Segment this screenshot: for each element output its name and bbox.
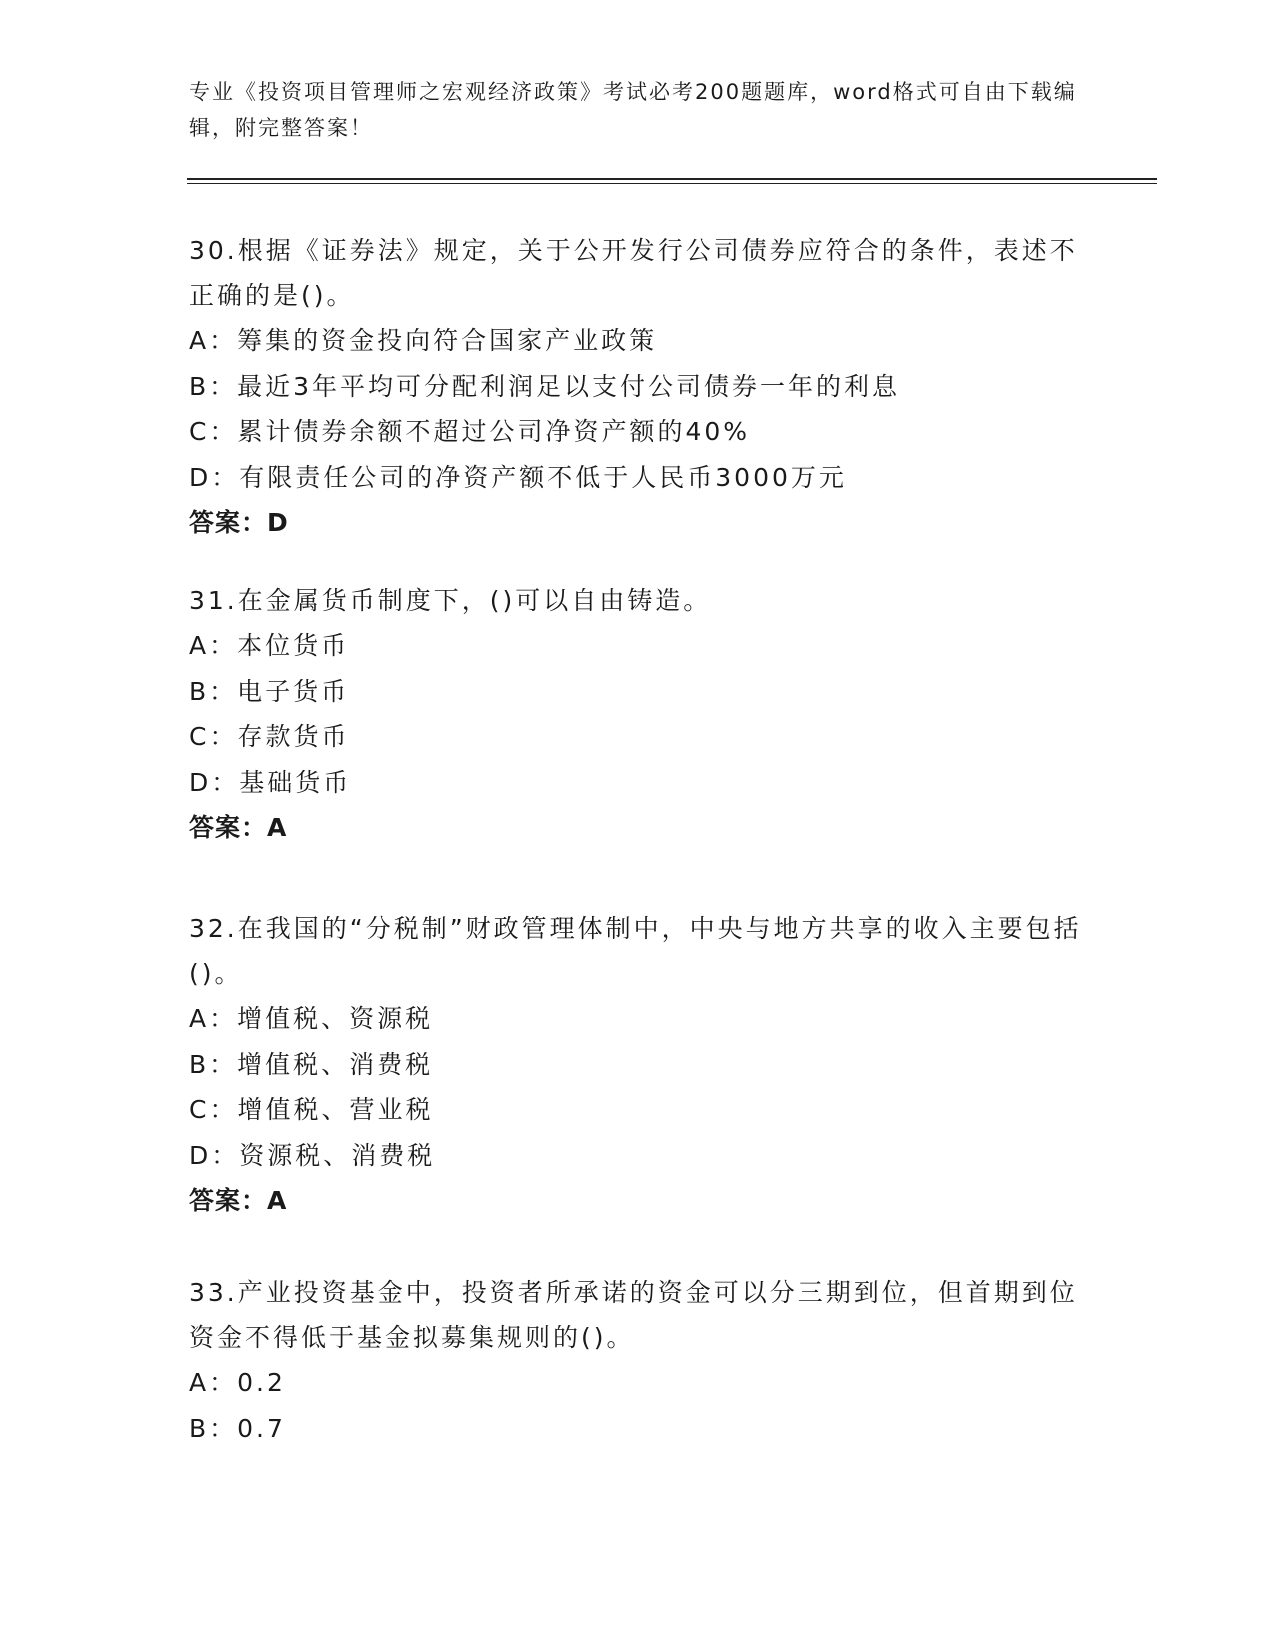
question-31 — [189, 578, 1089, 851]
question-stem: 31.在金属货币制度下，()可以自由铸造。 — [189, 586, 712, 615]
answer-value: D — [267, 508, 289, 537]
question-stem: 33.产业投资基金中，投资者所承诺的资金可以分三期到位，但首期到位资金不得低于基金拟募集规则的()。 — [189, 1278, 1078, 1352]
option-c: C：存款货币 — [189, 722, 350, 751]
question-33 — [189, 1270, 1089, 1451]
option-a: A：0.2 — [189, 1368, 286, 1397]
answer-value: A — [267, 813, 288, 842]
question-30 — [189, 228, 1089, 546]
option-a: A：本位货币 — [189, 631, 350, 660]
option-b: B：最近3年平均可分配利润足以支付公司债券一年的利息 — [189, 371, 901, 401]
header-divider-thick — [187, 178, 1157, 180]
option-a: A：增值税、资源税 — [189, 1004, 434, 1033]
answer-label: 答案： — [189, 508, 268, 537]
question-stem: 32.在我国的“分税制”财政管理体制中，中央与地方共享的收入主要包括()。 — [189, 914, 1082, 988]
option-d: D：有限责任公司的净资产额不低于人民币3000万元 — [189, 462, 847, 492]
answer-label: 答案： — [189, 1186, 268, 1215]
question-stem: 30.根据《证券法》规定，关于公开发行公司债券应符合的条件，表述不正确的是()。 — [189, 236, 1078, 310]
answer-line — [189, 805, 1089, 851]
answer-line — [189, 500, 1089, 546]
answer-line — [189, 1178, 1089, 1224]
answer-label: 答案： — [189, 813, 268, 842]
option-a: A：筹集的资金投向符合国家产业政策 — [189, 326, 658, 355]
option-c: C：累计债券余额不超过公司净资产额的40% — [189, 417, 751, 446]
header-divider-thin — [187, 183, 1157, 184]
option-b: B：电子货币 — [189, 676, 350, 706]
answer-value: A — [267, 1186, 288, 1215]
option-c: C：增值税、营业税 — [189, 1095, 434, 1124]
option-d: D：基础货币 — [189, 767, 352, 797]
document-header: 专业《投资项目管理师之宏观经济政策》考试必考200题题库，word格式可自由下载编辑，附完整答案！ — [189, 80, 1077, 140]
option-b: B：增值税、消费税 — [189, 1049, 434, 1079]
question-32 — [189, 906, 1089, 1224]
option-b: B：0.7 — [189, 1413, 286, 1443]
option-d: D：资源税、消费税 — [189, 1140, 436, 1170]
